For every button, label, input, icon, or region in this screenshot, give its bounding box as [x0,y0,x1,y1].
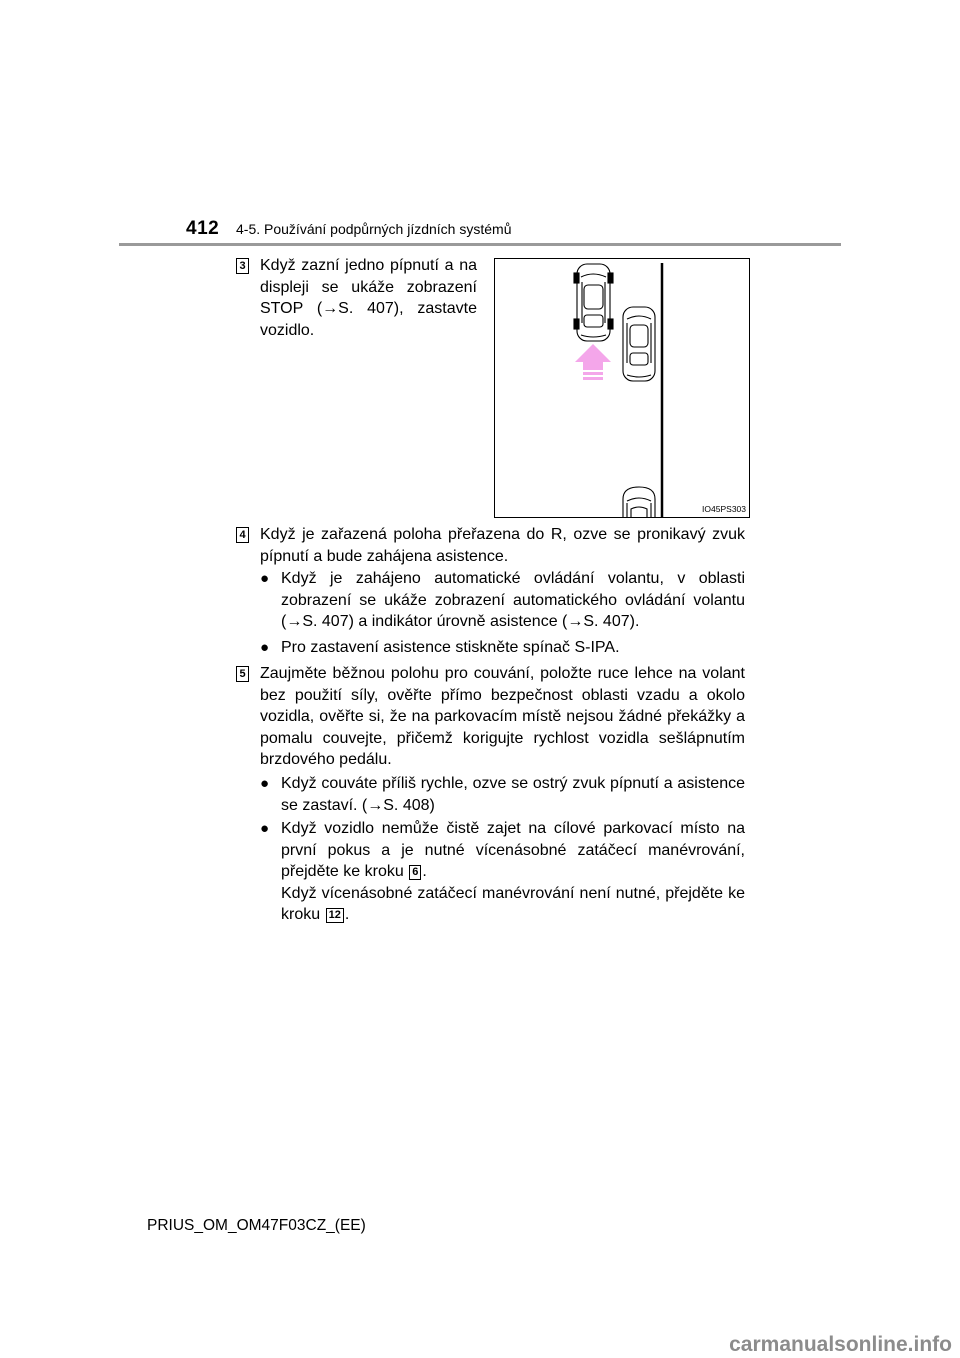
step-4-text: Když je zařazená poloha přeřazena do R, ozve se pronikavý zvuk pípnutí a bude zahájena asistence. [260,526,745,565]
bullet-text-part3: Když vícenásobné zatáčecí manévrování není nutné, přejděte ke kroku [281,884,745,923]
parked-vehicle [623,307,655,381]
step-5-bullet-2 [260,818,745,926]
bullet-dot: ● [260,570,270,587]
bullet-dot: ● [260,820,270,837]
step-4-bullet-1 [260,568,745,633]
step-4-bullet-2 [260,637,745,659]
step-badge-4: 4 [236,527,249,543]
parking-diagram [495,259,749,517]
bullet-text: Když couváte příliš rychle, ozve se ostrý zvuk pípnutí a asistence se zastaví. (→S. 408) [281,775,745,814]
page-number: 412 [186,218,220,239]
step-3-text: Když zazní jedno pípnutí a na displeji se ukáže zobrazení STOP (→S. 407), zastavte vozidlo. [260,257,477,339]
step-badge-5: 5 [236,666,249,682]
bullet-text-part1: Když vozidlo nemůže čistě zajet na cílové parkovací místo na první pokus a je nutné vícenásobné zatáčecí manévrování, přejděte ke kroku [281,820,745,880]
bullet-text-part2: . [422,863,427,880]
step-ref-12[interactable]: 12 [326,908,344,923]
bullet-text-part4: . [344,906,350,923]
step-badge-3: 3 [236,258,249,274]
step-5-bullet-1 [260,773,745,816]
bullet-text: Když je zahájeno automatické ovládání volantu, v oblasti zobrazení se ukáže zobrazení automatického ovládání volantu (→S. 407) a indikátor úrovně asistence (→S. 407). [281,570,745,630]
section-title: 4-5. Používání podpůrných jízdních systémů [236,221,512,237]
bullet-dot: ● [260,775,270,792]
bullet-text: Pro zastavení asistence stiskněte spínač S-IPA. [281,639,620,656]
parking-figure [494,258,750,518]
bullet-dot: ● [260,639,270,656]
direction-arrow [575,344,611,380]
step-ref-6[interactable]: 6 [409,865,421,880]
own-vehicle [574,264,613,341]
header-rule [119,243,841,246]
approaching-vehicle [623,487,655,517]
step-5-text: Zaujměte běžnou polohu pro couvání, položte ruce lehce na volant bez použití síly, ověřte přímo bezpečnost oblasti vzadu a okolo vozidla, ověřte si, že na parkovacím místě nejsou žádné překážky a pomalu couvejte, přičemž korigujte rychlost vozidla sešlápnutím brzdového pedálu. [260,665,745,768]
watermark[interactable]: carmanualsonline.info [570,1332,960,1358]
document-code: PRIUS_OM_OM47F03CZ_(EE) [147,1217,366,1234]
figure-code: IO45PS303 [702,504,746,514]
